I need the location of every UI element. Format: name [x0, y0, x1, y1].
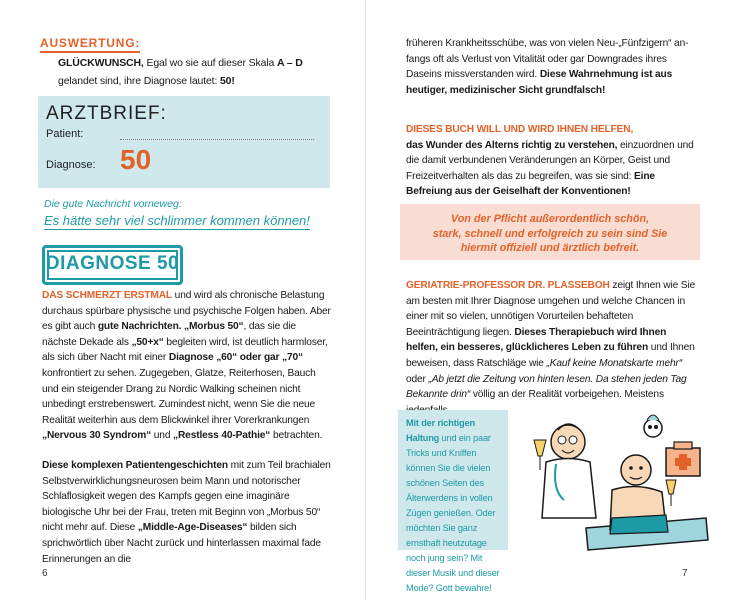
rtop-bold-1: Diese Wahrnehmung ist aus heutiger, medizinischer Sicht grundfalsch! [406, 69, 673, 96]
sec3-text-3: oder [406, 373, 429, 385]
callout-text [400, 212, 700, 256]
sec2-lead: DIESES BUCH WILL UND WIRD IHNEN HELFEN, [406, 124, 634, 135]
not-worse-line: Es hätte sehr viel schlimmer kommen können! [44, 213, 310, 228]
good-news-line: Die gute Nachricht vorneweg: [44, 198, 182, 210]
p1-lead: DAS SCHMERZT ERSTMAL [42, 290, 172, 301]
sec3-text-1: zeigt Ihnen wie Sie am besten mit Ihrer Diagnose umgehen und welche Chancen in einer mit so vielen, unnötigen Vorurteilen behafteten Beeinträchtigung liegen. [406, 280, 696, 338]
sec2-text-1: einzuordnen und die damit verbundenen Veränderungen an Körper, Geist und Freizeitverhalten als das zu begreifen, was sie sind: [406, 139, 694, 182]
teal-info-box [398, 410, 508, 593]
p2-text-2: bilden sich sprichwörtlich über Nacht zurück und hinterlassen maximal fade Erinnerungen an die [42, 522, 321, 565]
sec3-italic-1: „Kauf keine Monatskarte mehr“ [546, 357, 682, 369]
diagnosis-value: 50 [120, 144, 152, 175]
callout-box [400, 204, 700, 260]
teal-box-bold: Mit der richtigen Haltung [406, 418, 475, 443]
p1-text-1: und wird als chronische Belastung durchaus spürbare physische und psychische Folgen haben. Aber es gibt auch [42, 290, 331, 333]
arztbrief-title: ARZTBRIEF: [46, 103, 167, 124]
stamp-text: DIAGNOSE 50 [45, 253, 180, 274]
right-page [366, 0, 731, 600]
intro-bold: GLÜCKWUNSCH, [58, 57, 144, 69]
p1-text-5: und [151, 430, 174, 442]
right-section-2 [406, 122, 696, 200]
left-page [0, 0, 365, 600]
p1-bold-1: gute Nachrichten. „Morbus 50“ [97, 321, 244, 333]
patient-dotted-line [120, 139, 314, 140]
p2-text-1: mit zum Teil brachialen Selbstverwirklichungsneurosen beim Mann und notorischer Schlaflosigkeit wegen des Kampfs gegen eine imaginäre biologische Uhr bei der Frau, treten mit Beginn von „Morbus 50“ nicht mehr auf. Diese [42, 460, 331, 534]
p1-bold-5: „Restless 40-Pathie“ [173, 430, 271, 442]
p1-text-6: betrachten. [270, 430, 323, 442]
p1-bold-4: „Nervous 30 Syndrom“ [42, 430, 152, 442]
diagnose-50-stamp [42, 245, 183, 285]
doctor-patient-illustration [516, 400, 711, 555]
sec3-italic-2: „Ab jetzt die Zeitung von hinten lesen. Da stehen jeden Tag Bekannte drin“ [406, 373, 687, 401]
intro-text: Egal wo sie auf dieser Skala [143, 57, 277, 69]
p1-text-2: , das sie die nächste Dekade als [42, 321, 296, 348]
p2-bold-2: „Middle-Age-Diseases“ [137, 522, 248, 534]
page-number-right: 7 [682, 568, 688, 579]
right-section-3 [406, 278, 696, 418]
callout-line-3: hiermit offiziell und ärztlich befreit. [460, 242, 640, 254]
p1-text-4: konfrontiert zu sehen. Zugegeben, Glatze, Reiterhosen, Bauch und ein steigender Drang zu Nordic Walking scheinen nicht unbedingt erstrebenswert. Zumindest nicht, wenn Sie die neue Realität weiterhin aus dem Blickwinkel ihrer Vorerkrankungen [42, 367, 316, 426]
arztbrief-box [38, 96, 330, 188]
p1-bold-3: Diagnose „60“ oder gar „70“ [168, 352, 303, 364]
intro-paragraph [58, 54, 348, 90]
sec3-lead: GERIATRIE-PROFESSOR DR. PLASSEBOH [406, 280, 610, 291]
patient-label: Patient: [46, 128, 84, 140]
sec3-text-2: und Ihnen beweisen, dass Ratschläge wie [406, 342, 695, 369]
paragraph-1 [42, 288, 332, 444]
callout-line-1: Von der Pflicht außerordentlich schön, [450, 213, 650, 225]
teal-box-text [406, 416, 500, 596]
intro-range: A – D [276, 57, 303, 69]
rtop-text-1: früheren Krankheitsschübe, was von vielen Neu-„Fünfzigern“ anfangs oft als Verlust von Vitalität oder gar Downgrades ihres Daseins missverstanden wird. [406, 38, 689, 81]
sec3-text-4: völlig an der Realität vorbeigehen. Meistens [472, 389, 664, 401]
teal-box-body: und ein paar Tricks und Kniffen können Sie die vielen schönen Seiten des Älterwerdens in vollen Zügen genießen. Oder möchten Sie ganz ernsthaft heutzutage noch jung sein? Mit dieser Musik und dieser Mode? Gott bewahre! [406, 433, 500, 593]
p1-bold-2: „50+x“ [131, 336, 164, 348]
right-top-paragraph [406, 36, 696, 98]
p1-text-3: begleiten wird, ist deutlich harmloser, als sich über Nacht mit einer [42, 336, 328, 364]
paragraph-2 [42, 458, 332, 567]
p2-bold-1: Diese komplexen Patientengeschichten [42, 460, 228, 471]
intro-value: 50! [219, 75, 235, 87]
diagnosis-label: Diagnose: [46, 159, 96, 171]
section-label-auswertung: AUSWERTUNG: [40, 36, 140, 53]
intro-text-2: gelandet sind, ihre Diagnose lautet: [58, 75, 220, 87]
sec2-bold-2: Eine Befreiung aus der Geiselhaft der Konventionen! [406, 170, 655, 198]
callout-line-2: stark, schnell und erfolgreich zu sein sind Sie [432, 227, 668, 240]
sec3-bold-1: Dieses Therapiebuch wird Ihnen helfen, ein besseres, glücklicheres Leben zu führen [406, 326, 667, 354]
page-number-left: 6 [42, 568, 48, 579]
sec2-bold-1: das Wunder des Alterns richtig zu verstehen, [406, 139, 618, 151]
